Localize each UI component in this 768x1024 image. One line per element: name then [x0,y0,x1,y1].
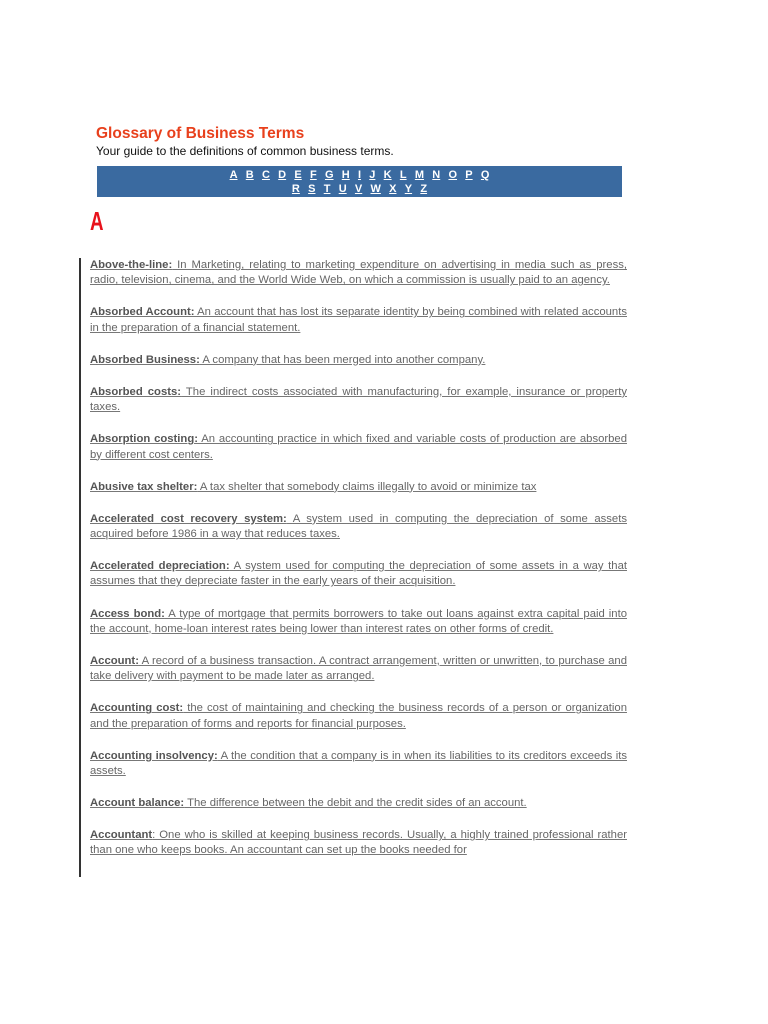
entry-definition: A the condition that a company is in when its liabilities to its creditors exceeds its assets. [90,749,627,777]
entry-definition: A system used for computing the depreciation of some assets in a way that assumes that they depreciate faster in the early years of their acquisition. [90,560,627,588]
glossary-entry[interactable] [90,512,627,543]
alphabet-link-w[interactable]: W [370,183,381,195]
glossary-entry[interactable] [90,480,627,495]
glossary-entry[interactable] [90,828,627,859]
alphabet-link-z[interactable]: Z [420,183,428,195]
alphabet-navigation [97,166,622,197]
alphabet-link-p[interactable]: P [465,169,473,181]
alphabet-link-l[interactable]: L [399,169,407,181]
entry-definition: An account that has lost its separate identity by being combined with related accounts in the preparation of a financial statement. [90,306,627,334]
alphabet-link-u[interactable]: U [338,183,347,195]
alphabet-link-n[interactable]: N [432,169,441,181]
section-letter-heading: A [90,206,104,236]
glossary-entry[interactable] [90,607,627,638]
alphabet-link-r[interactable]: R [291,183,300,195]
entry-definition: In Marketing, relating to marketing expenditure on advertising in media such as press, radio, television, cinema, and the World Wide Web, on which a commission is usually paid to an agency. [90,259,627,287]
glossary-entries [90,258,627,876]
alphabet-link-x[interactable]: X [389,183,397,195]
entry-definition: A record of a business transaction. A contract arrangement, written or unwritten, to purchase and take delivery with payment to be made later as arranged. [90,654,627,683]
alphabet-link-m[interactable]: M [414,169,425,181]
entry-term: Accelerated depreciation: [90,560,230,573]
entry-definition: A tax shelter that somebody claims illegally to avoid or minimize tax [197,480,537,493]
entry-term: Accounting insolvency: [90,749,218,762]
glossary-entry[interactable] [90,353,627,368]
alphabet-link-b[interactable]: B [245,169,254,181]
entry-definition: A type of mortgage that permits borrowers to take out loans against extra capital paid into the account, home-loan interest rates being lower than interest rates on other forms of credit. [90,607,627,635]
alphabet-link-i[interactable]: I [357,169,362,181]
entry-term: Accountant [90,829,153,842]
entry-definition: A system used in computing the depreciation of some assets acquired before 1986 in a way that reduces taxes. [90,512,627,541]
alphabet-link-f[interactable]: F [309,169,317,181]
entry-definition: : One who is skilled at keeping business records. Usually, a highly trained professional rather than one who keeps books. An accountant can set up the books needed for [90,829,627,857]
entry-term: Account balance: [90,797,185,810]
entry-definition: The indirect costs associated with manufacturing, for example, insurance or property taxes. [90,385,627,414]
glossary-entry[interactable] [90,749,627,780]
entry-definition: A company that has been merged into another company. [199,353,486,366]
glossary-entry[interactable] [90,654,627,685]
alphabet-link-e[interactable]: E [294,169,302,181]
entry-definition: the cost of maintaining and checking the business records of a person or organization and the preparation of forms and reports for financial purposes. [90,702,627,730]
page-subtitle: Your guide to the definitions of common business terms. [96,144,394,158]
entry-term: Accelerated cost recovery system: [90,512,287,525]
glossary-entry[interactable] [90,701,627,732]
alphabet-row-1 [97,168,622,182]
entry-term: Absorbed Business: [90,353,200,366]
glossary-entry[interactable] [90,305,627,336]
alphabet-link-o[interactable]: O [448,169,458,181]
alphabet-link-k[interactable]: K [383,169,392,181]
entry-term: Abusive tax shelter: [90,480,198,493]
entry-term: Access bond: [90,607,165,620]
alphabet-link-q[interactable]: Q [480,169,490,181]
entry-term: Accounting cost: [90,702,184,715]
glossary-entry[interactable] [90,796,627,811]
alphabet-link-h[interactable]: H [341,169,350,181]
alphabet-link-a[interactable]: A [229,169,238,181]
entry-term: Absorption costing: [90,433,198,446]
left-margin-rule [79,258,81,877]
glossary-entry[interactable] [90,559,627,590]
alphabet-link-g[interactable]: G [324,169,334,181]
entry-definition: The difference between the debit and the credit sides of an account. [184,797,527,810]
alphabet-link-t[interactable]: T [323,183,331,195]
entry-term: Absorbed Account: [90,306,195,319]
alphabet-row-2 [97,182,622,196]
glossary-entry[interactable] [90,258,627,289]
alphabet-link-y[interactable]: Y [404,183,413,195]
glossary-entry[interactable] [90,432,627,463]
glossary-entry[interactable] [90,385,627,416]
entry-term: Absorbed costs: [90,385,182,398]
alphabet-link-j[interactable]: J [369,169,376,181]
entry-term: Account: [90,654,139,667]
entry-term: Above-the-line: [90,259,173,271]
alphabet-link-s[interactable]: S [308,183,316,195]
alphabet-link-c[interactable]: C [261,169,270,181]
entry-definition: An accounting practice in which fixed and variable costs of production are absorbed by different cost centers. [90,433,627,461]
page-title: Glossary of Business Terms [96,125,305,142]
alphabet-link-v[interactable]: V [354,183,363,195]
alphabet-link-d[interactable]: D [278,169,287,181]
